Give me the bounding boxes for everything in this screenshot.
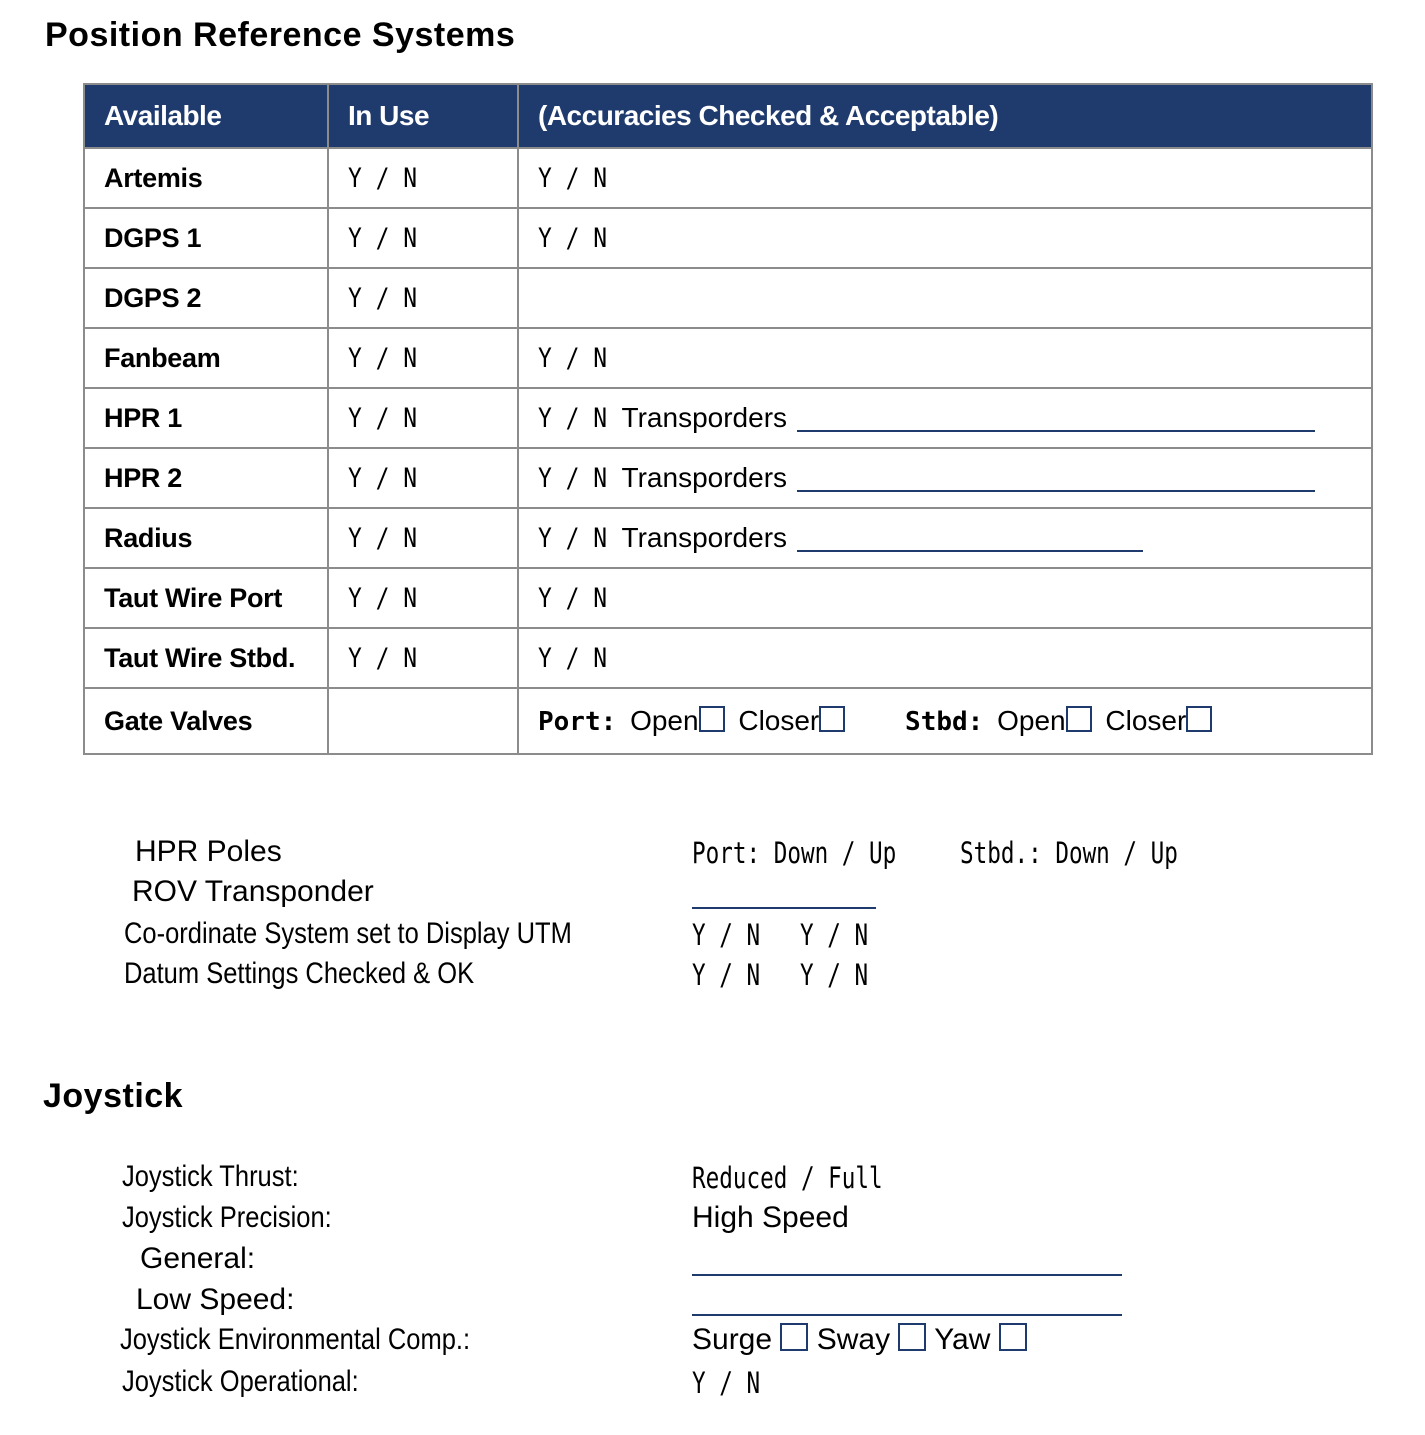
in-use-yn[interactable]: Y / N bbox=[328, 148, 518, 208]
in-use-yn[interactable]: Y / N bbox=[328, 568, 518, 628]
rov-transponder-label: ROV Transponder bbox=[132, 875, 374, 908]
sway-checkbox[interactable] bbox=[898, 1323, 926, 1351]
general-label: General: bbox=[140, 1242, 256, 1275]
table-row bbox=[84, 568, 1372, 628]
accuracy-yn[interactable]: Y / N Transporders bbox=[518, 448, 1372, 508]
datum-yn-b[interactable]: Y / N bbox=[800, 958, 869, 992]
port-open-checkbox[interactable] bbox=[699, 706, 725, 732]
accuracy-yn[interactable]: Y / N bbox=[518, 628, 1372, 688]
transponders-input-line[interactable] bbox=[797, 528, 1143, 552]
accuracy-yn[interactable]: Y / N Transporders bbox=[518, 508, 1372, 568]
stbd-label: Stbd: bbox=[905, 707, 984, 737]
joystick-precision-value: High Speed bbox=[692, 1201, 849, 1234]
in-use-yn[interactable]: Y / N bbox=[328, 388, 518, 448]
row-name: HPR 1 bbox=[84, 388, 328, 448]
transponders-input-line[interactable] bbox=[797, 468, 1315, 492]
position-reference-table bbox=[83, 83, 1373, 755]
header-accuracies: (Accuracies Checked & Acceptable) bbox=[518, 84, 1372, 148]
row-name: Fanbeam bbox=[84, 328, 328, 388]
row-name: Artemis bbox=[84, 148, 328, 208]
table-row bbox=[84, 448, 1372, 508]
joystick-operational-value[interactable]: Y / N bbox=[692, 1366, 761, 1400]
port-closer-label: Closer bbox=[738, 705, 820, 736]
env-comp-options bbox=[692, 1323, 1027, 1357]
joystick-thrust-label: Joystick Thrust: bbox=[122, 1160, 299, 1193]
accuracy-yn[interactable]: Y / N bbox=[518, 208, 1372, 268]
joystick-operational-label: Joystick Operational: bbox=[122, 1365, 359, 1398]
port-label: Port: bbox=[538, 707, 617, 737]
section-title-position-reference: Position Reference Systems bbox=[45, 16, 516, 54]
row-name: DGPS 1 bbox=[84, 208, 328, 268]
datum-settings-label: Datum Settings Checked & OK bbox=[124, 957, 475, 990]
table-row bbox=[84, 508, 1372, 568]
in-use-yn[interactable]: Y / N bbox=[328, 328, 518, 388]
table-header-row bbox=[84, 84, 1372, 148]
in-use-yn[interactable]: Y / N bbox=[328, 628, 518, 688]
env-comp-label: Joystick Environmental Comp.: bbox=[120, 1323, 471, 1356]
low-speed-input-line[interactable] bbox=[692, 1314, 1122, 1316]
surge-label: Surge bbox=[692, 1323, 773, 1356]
stbd-closer-checkbox[interactable] bbox=[1186, 706, 1212, 732]
rov-transponder-input-line[interactable] bbox=[692, 907, 876, 909]
accuracy-yn[interactable]: Y / N bbox=[518, 568, 1372, 628]
accuracy-empty bbox=[518, 268, 1372, 328]
row-name: Radius bbox=[84, 508, 328, 568]
in-use-yn[interactable]: Y / N bbox=[328, 448, 518, 508]
port-closer-checkbox[interactable] bbox=[819, 706, 845, 732]
yaw-checkbox[interactable] bbox=[999, 1323, 1027, 1351]
gate-valves-in-use-empty bbox=[328, 688, 518, 754]
stbd-open-checkbox[interactable] bbox=[1066, 706, 1092, 732]
table-row-gate-valves bbox=[84, 688, 1372, 754]
coordinate-yn-b[interactable]: Y / N bbox=[800, 918, 869, 952]
coordinate-system-label: Co-ordinate System set to Display UTM bbox=[124, 917, 572, 950]
hpr-poles-label: HPR Poles bbox=[135, 835, 282, 868]
joystick-precision-label: Joystick Precision: bbox=[122, 1201, 332, 1234]
transponders-label: Transporders bbox=[621, 522, 788, 553]
accuracy-yn[interactable]: Y / N Transporders bbox=[518, 388, 1372, 448]
datum-yn-a[interactable]: Y / N bbox=[692, 958, 761, 992]
in-use-yn[interactable]: Y / N bbox=[328, 208, 518, 268]
table-row bbox=[84, 208, 1372, 268]
transponders-input-line[interactable] bbox=[797, 408, 1315, 432]
section-title-joystick: Joystick bbox=[43, 1077, 184, 1115]
general-input-line[interactable] bbox=[692, 1274, 1122, 1276]
joystick-thrust-value[interactable]: Reduced / Full bbox=[692, 1161, 883, 1195]
row-name: Taut Wire Stbd. bbox=[84, 628, 328, 688]
hpr-poles-stbd-value[interactable]: Stbd.: Down / Up bbox=[960, 836, 1178, 870]
row-name: DGPS 2 bbox=[84, 268, 328, 328]
table-row bbox=[84, 148, 1372, 208]
sway-label: Sway bbox=[816, 1323, 891, 1356]
row-name: Taut Wire Port bbox=[84, 568, 328, 628]
coordinate-yn-a[interactable]: Y / N bbox=[692, 918, 761, 952]
row-name: Gate Valves bbox=[84, 688, 328, 754]
gate-valves-options bbox=[518, 688, 1372, 754]
low-speed-label: Low Speed: bbox=[136, 1283, 295, 1316]
in-use-yn[interactable]: Y / N bbox=[328, 268, 518, 328]
header-in-use: In Use bbox=[328, 84, 518, 148]
header-available: Available bbox=[84, 84, 328, 148]
transponders-label: Transporders bbox=[621, 402, 788, 433]
row-name: HPR 2 bbox=[84, 448, 328, 508]
surge-checkbox[interactable] bbox=[780, 1323, 808, 1351]
table-row bbox=[84, 268, 1372, 328]
yaw-label: Yaw bbox=[934, 1323, 991, 1356]
table-row bbox=[84, 388, 1372, 448]
accuracy-yn[interactable]: Y / N bbox=[518, 148, 1372, 208]
accuracy-yn[interactable]: Y / N bbox=[518, 328, 1372, 388]
stbd-open-label: Open bbox=[997, 705, 1066, 736]
in-use-yn[interactable]: Y / N bbox=[328, 508, 518, 568]
transponders-label: Transporders bbox=[621, 462, 788, 493]
port-open-label: Open bbox=[630, 705, 699, 736]
table-row bbox=[84, 628, 1372, 688]
stbd-closer-label: Closer bbox=[1105, 705, 1187, 736]
hpr-poles-port-value[interactable]: Port: Down / Up bbox=[692, 836, 897, 870]
table-row bbox=[84, 328, 1372, 388]
